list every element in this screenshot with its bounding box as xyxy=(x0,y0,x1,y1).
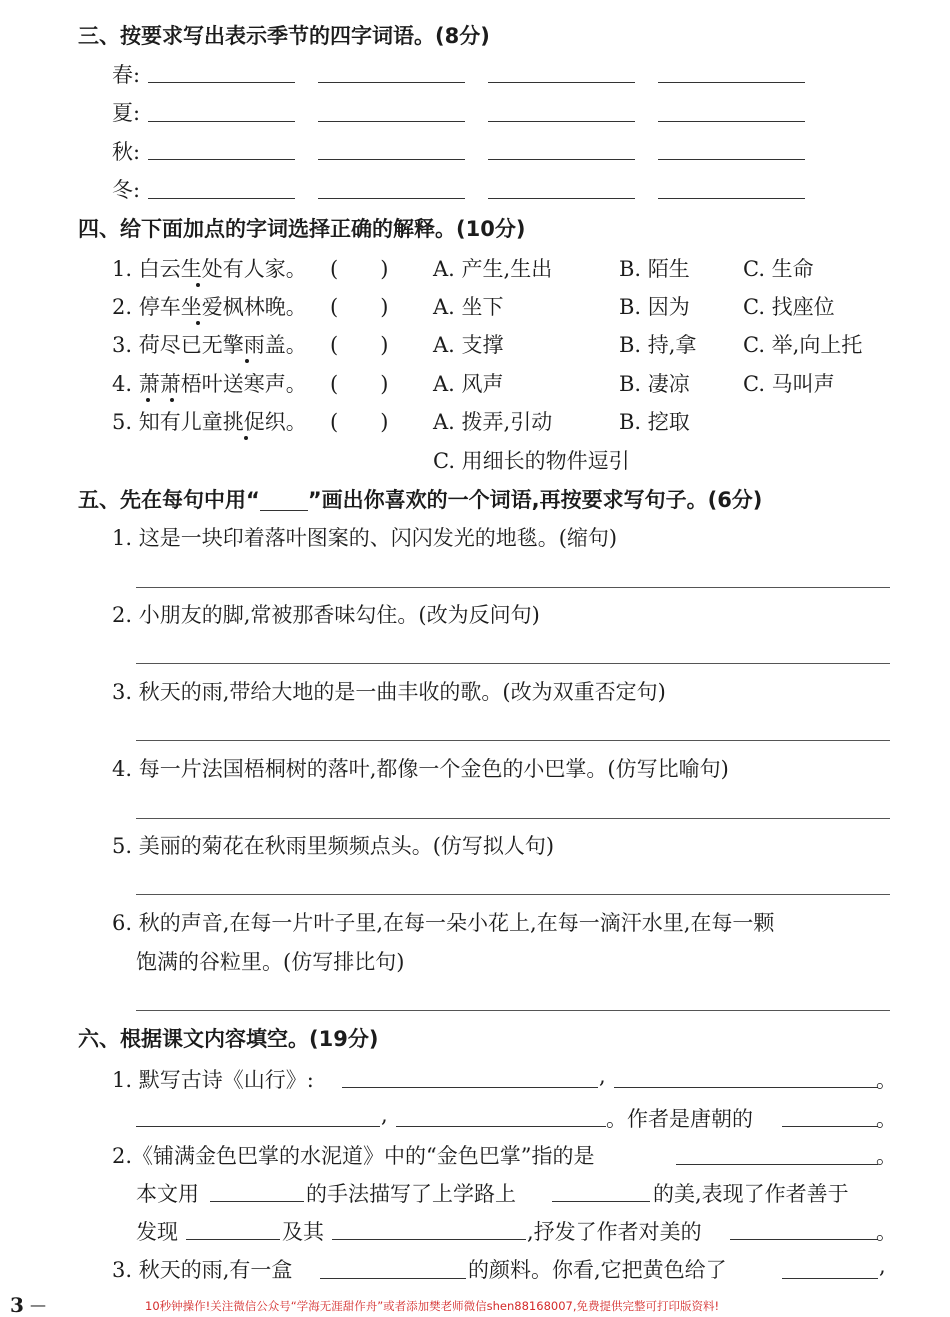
q3-text-b: 的颜料。你看,它把黄色给了 xyxy=(468,1258,727,1282)
answer-line[interactable] xyxy=(136,1010,890,1011)
blank-line[interactable] xyxy=(396,1126,606,1127)
answer-paren[interactable]: ( ) xyxy=(330,410,389,434)
section-5-title-start: 五、先在每句中用“ xyxy=(78,488,260,512)
option-c: C. 生命 xyxy=(743,257,814,281)
blank-line[interactable] xyxy=(186,1239,280,1240)
underline-sample xyxy=(260,490,308,511)
blank-line[interactable] xyxy=(488,82,635,83)
question-row xyxy=(0,253,950,283)
period: 。 xyxy=(876,1220,897,1244)
season-label-spring: 春: xyxy=(112,63,141,87)
period: 。 xyxy=(876,1107,897,1131)
question-text: 3. 荷尽已无擎雨盖。 xyxy=(112,333,307,357)
option-a: A. 支撑 xyxy=(433,333,504,357)
footer xyxy=(0,1293,950,1317)
blank-line[interactable] xyxy=(332,1239,526,1240)
q2-text-c: 的美,表现了作者善于 xyxy=(653,1182,849,1206)
option-a: A. 坐下 xyxy=(433,295,504,319)
question-text: 2. 停车坐爱枫林晚。 xyxy=(112,295,307,319)
blank-line[interactable] xyxy=(318,121,465,122)
section-6-title: 六、根据课文内容填空。(19分) xyxy=(78,1027,379,1051)
blank-line[interactable] xyxy=(552,1201,650,1202)
fill-question-1: 1. 默写古诗《山行》: xyxy=(112,1068,314,1092)
question-row xyxy=(0,291,950,321)
question-row xyxy=(0,329,950,359)
rewrite-question: 4. 每一片法国梧桐树的落叶,都像一个金色的小巴掌。(仿写比喻句) xyxy=(112,757,729,781)
q2-text-a: 本文用 xyxy=(136,1182,199,1206)
footer-notice: 10秒钟操作!关注微信公众号“学海无涯甜作舟”或者添加樊老师微信shen88168007,免费提供完整可打印版资料! xyxy=(145,1299,720,1313)
comma: , xyxy=(381,1103,388,1127)
option-c: C. 用细长的物件逗引 xyxy=(433,449,630,473)
answer-line[interactable] xyxy=(136,740,890,741)
section-5-title-end: ”画出你喜欢的一个词语,再按要求写句子。(6分) xyxy=(307,488,763,512)
rewrite-question: 2. 小朋友的脚,常被那香味勾住。(改为反问句) xyxy=(112,603,540,627)
section-4-title: 四、给下面加点的字词选择正确的解释。(10分) xyxy=(78,217,526,241)
question-text: 4. 萧萧梧叶送寒声。 xyxy=(112,372,307,396)
blank-line[interactable] xyxy=(658,82,805,83)
blank-line[interactable] xyxy=(782,1126,878,1127)
emphasis-dot xyxy=(196,321,200,325)
fill-question-2: 2.《铺满金色巴掌的水泥道》中的“金色巴掌”指的是 xyxy=(112,1144,595,1168)
blank-line[interactable] xyxy=(730,1239,878,1240)
answer-line[interactable] xyxy=(136,663,890,664)
period: 。 xyxy=(876,1144,897,1168)
season-label-winter: 冬: xyxy=(112,178,141,202)
blank-line[interactable] xyxy=(148,121,295,122)
season-label-autumn: 秋: xyxy=(112,140,141,164)
blank-line[interactable] xyxy=(488,159,635,160)
option-b: B. 持,拿 xyxy=(619,333,697,357)
blank-line[interactable] xyxy=(676,1164,878,1165)
q2-text-b: 的手法描写了上学路上 xyxy=(306,1182,516,1206)
answer-paren[interactable]: ( ) xyxy=(330,257,389,281)
blank-line[interactable] xyxy=(148,198,295,199)
emphasis-dot xyxy=(244,436,248,440)
blank-line[interactable] xyxy=(658,159,805,160)
author-prompt: 。作者是唐朝的 xyxy=(606,1107,753,1131)
option-c: C. 找座位 xyxy=(743,295,835,319)
q2-text-f: ,抒发了作者对美的 xyxy=(527,1220,702,1244)
emphasis-dot xyxy=(146,398,150,402)
blank-line[interactable] xyxy=(148,159,295,160)
blank-line[interactable] xyxy=(488,198,635,199)
answer-line[interactable] xyxy=(136,894,890,895)
emphasis-dot xyxy=(245,359,249,363)
comma: , xyxy=(879,1254,886,1278)
section-5-title xyxy=(78,484,762,514)
question-text: 1. 白云生处有人家。 xyxy=(112,257,307,281)
emphasis-dot xyxy=(196,283,200,287)
page-number: 3 xyxy=(10,1293,24,1317)
rewrite-question: 1. 这是一块印着落叶图案的、闪闪发光的地毯。(缩句) xyxy=(112,526,618,550)
blank-line[interactable] xyxy=(136,1126,380,1127)
q2-text-d: 发现 xyxy=(136,1220,178,1244)
option-c: C. 举,向上托 xyxy=(743,333,863,357)
option-b: B. 挖取 xyxy=(619,410,690,434)
question-row xyxy=(0,368,950,398)
blank-line[interactable] xyxy=(658,198,805,199)
blank-line[interactable] xyxy=(318,159,465,160)
rewrite-question: 3. 秋天的雨,带给大地的是一曲丰收的歌。(改为双重否定句) xyxy=(112,680,666,704)
blank-line[interactable] xyxy=(342,1087,598,1088)
option-b: B. 陌生 xyxy=(619,257,690,281)
option-a: A. 拨弄,引动 xyxy=(433,410,553,434)
blank-line[interactable] xyxy=(318,198,465,199)
q2-text-e: 及其 xyxy=(282,1220,324,1244)
option-c: C. 马叫声 xyxy=(743,372,835,396)
blank-line[interactable] xyxy=(320,1278,466,1279)
question-row xyxy=(0,406,950,436)
blank-line[interactable] xyxy=(148,82,295,83)
section-3-title: 三、按要求写出表示季节的四字词语。(8分) xyxy=(78,24,490,48)
rewrite-question: 5. 美丽的菊花在秋雨里频频点头。(仿写拟人句) xyxy=(112,834,555,858)
option-a: A. 产生,生出 xyxy=(433,257,553,281)
answer-line[interactable] xyxy=(136,818,890,819)
answer-paren[interactable]: ( ) xyxy=(330,295,389,319)
blank-line[interactable] xyxy=(614,1087,878,1088)
answer-line[interactable] xyxy=(136,587,890,588)
answer-paren[interactable]: ( ) xyxy=(330,333,389,357)
fill-question-3: 3. 秋天的雨,有一盒 xyxy=(112,1258,293,1282)
blank-line[interactable] xyxy=(782,1278,878,1279)
rewrite-question-continued: 饱满的谷粒里。(仿写排比句) xyxy=(136,950,405,974)
blank-line[interactable] xyxy=(210,1201,304,1202)
season-label-summer: 夏: xyxy=(112,101,141,125)
option-b: B. 因为 xyxy=(619,295,690,319)
comma: , xyxy=(599,1064,606,1088)
option-b: B. 凄凉 xyxy=(619,372,690,396)
rewrite-question: 6. 秋的声音,在每一片叶子里,在每一朵小花上,在每一滴汗水里,在每一颗 xyxy=(112,911,775,935)
answer-paren[interactable]: ( ) xyxy=(330,372,389,396)
blank-line[interactable] xyxy=(658,121,805,122)
blank-line[interactable] xyxy=(318,82,465,83)
period: 。 xyxy=(876,1068,897,1092)
question-text: 5. 知有儿童挑促织。 xyxy=(112,410,307,434)
blank-line[interactable] xyxy=(488,121,635,122)
option-a: A. 风声 xyxy=(433,372,504,396)
page-dash: — xyxy=(30,1295,46,1314)
emphasis-dot xyxy=(170,398,174,402)
